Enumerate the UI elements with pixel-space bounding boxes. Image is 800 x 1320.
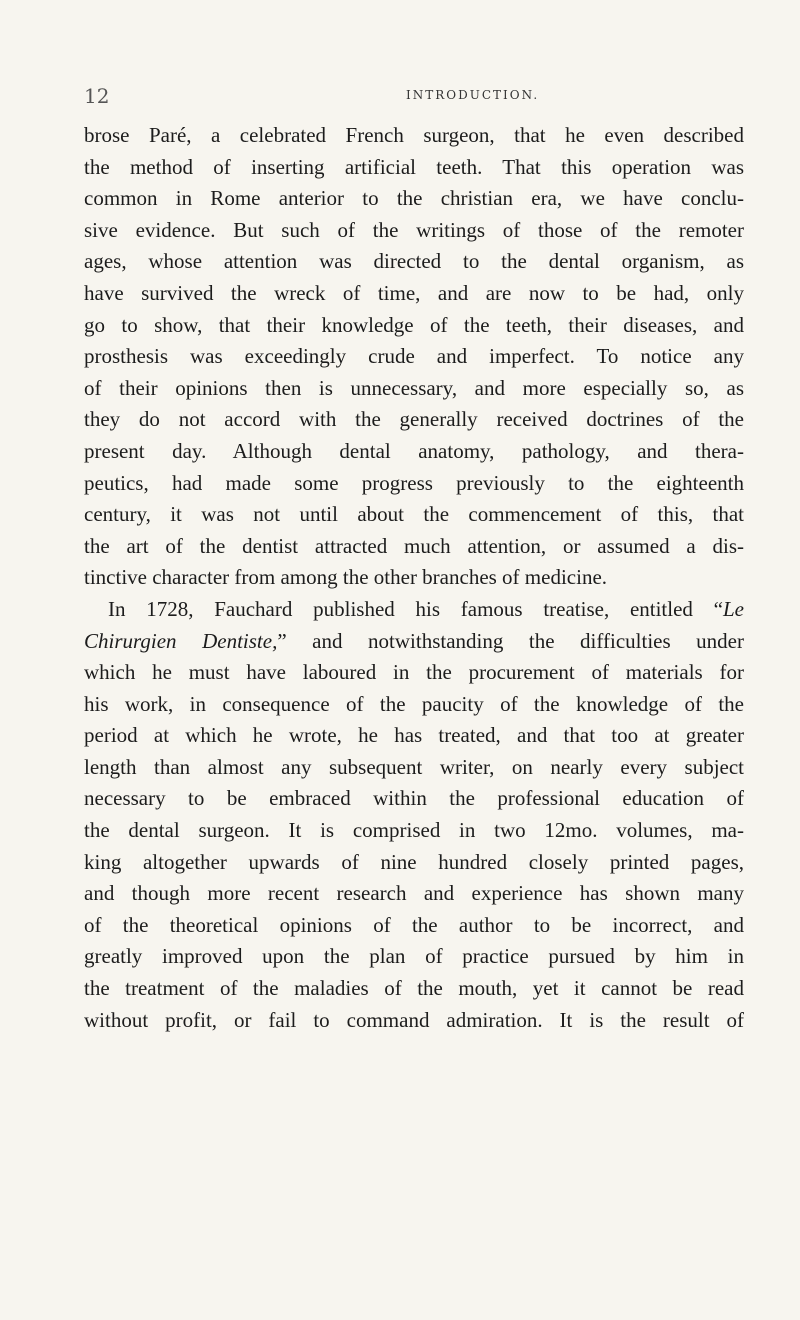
paragraph-2 <box>84 594 744 1036</box>
text-line: the dental surgeon. It is comprised in two 12mo. volumes, ma- <box>84 818 744 843</box>
italic-title: Chirurgien Dentiste, <box>84 628 278 653</box>
text-line: ages, whose attention was directed to the dental organism, as <box>84 249 744 274</box>
text-line: have survived the wreck of time, and are now to be had, only <box>84 280 744 305</box>
text-line <box>84 626 744 658</box>
text-line: they do not accord with the generally received doctrines of the <box>84 407 744 432</box>
text-line: present day. Although dental anatomy, pathology, and thera- <box>84 438 744 463</box>
text-line: the method of inserting artificial teeth. That this operation was <box>84 154 744 179</box>
page-number: 12 <box>84 84 110 108</box>
text-line: of the theoretical opinions of the author to be incorrect, and <box>84 912 744 937</box>
line-text: In 1728, Fauchard published his famous treatise, entitled “ <box>108 596 723 621</box>
running-title: INTRODUCTION. <box>406 88 540 102</box>
running-head <box>84 84 744 108</box>
paragraph-1 <box>84 120 744 594</box>
text-line: greatly improved upon the plan of practice pursued by him in <box>84 944 744 969</box>
text-line: sive evidence. But such of the writings of those of the remoter <box>84 217 744 242</box>
text-line: of their opinions then is unnecessary, and more especially so, as <box>84 375 744 400</box>
text-line: tinctive character from among the other branches of medicine. <box>84 565 608 590</box>
text-line: period at which he wrote, he has treated, and that too at greater <box>84 723 744 748</box>
line-text: ” and notwithstanding the difficulties under <box>277 628 744 653</box>
text-line: king altogether upwards of nine hundred closely printed pages, <box>84 849 744 874</box>
body-text <box>84 120 744 1036</box>
text-line: necessary to be embraced within the professional education of <box>84 786 744 811</box>
text-line: the art of the dentist attracted much attention, or assumed a dis- <box>84 533 744 558</box>
text-line <box>84 594 744 626</box>
text-line: his work, in consequence of the paucity of the knowledge of the <box>84 691 744 716</box>
text-line: prosthesis was exceedingly crude and imperfect. To notice any <box>84 344 744 369</box>
text-line: without profit, or fail to command admiration. It is the result of <box>84 1007 744 1032</box>
text-line: the treatment of the maladies of the mouth, yet it cannot be read <box>84 976 744 1001</box>
text-line: go to show, that their knowledge of the teeth, their diseases, and <box>84 312 744 337</box>
text-line: peutics, had made some progress previously to the eighteenth <box>84 470 744 495</box>
text-line: which he must have laboured in the procurement of materials for <box>84 660 744 685</box>
text-line: length than almost any subsequent writer, on nearly every subject <box>84 754 744 779</box>
text-line: brose Paré, a celebrated French surgeon, that he even described <box>84 123 744 147</box>
text-line: common in Rome anterior to the christian era, we have conclu- <box>84 186 744 211</box>
italic-title: Le <box>723 596 744 621</box>
text-line: and though more recent research and experience has shown many <box>84 881 744 906</box>
text-line: century, it was not until about the commencement of this, that <box>84 502 744 527</box>
